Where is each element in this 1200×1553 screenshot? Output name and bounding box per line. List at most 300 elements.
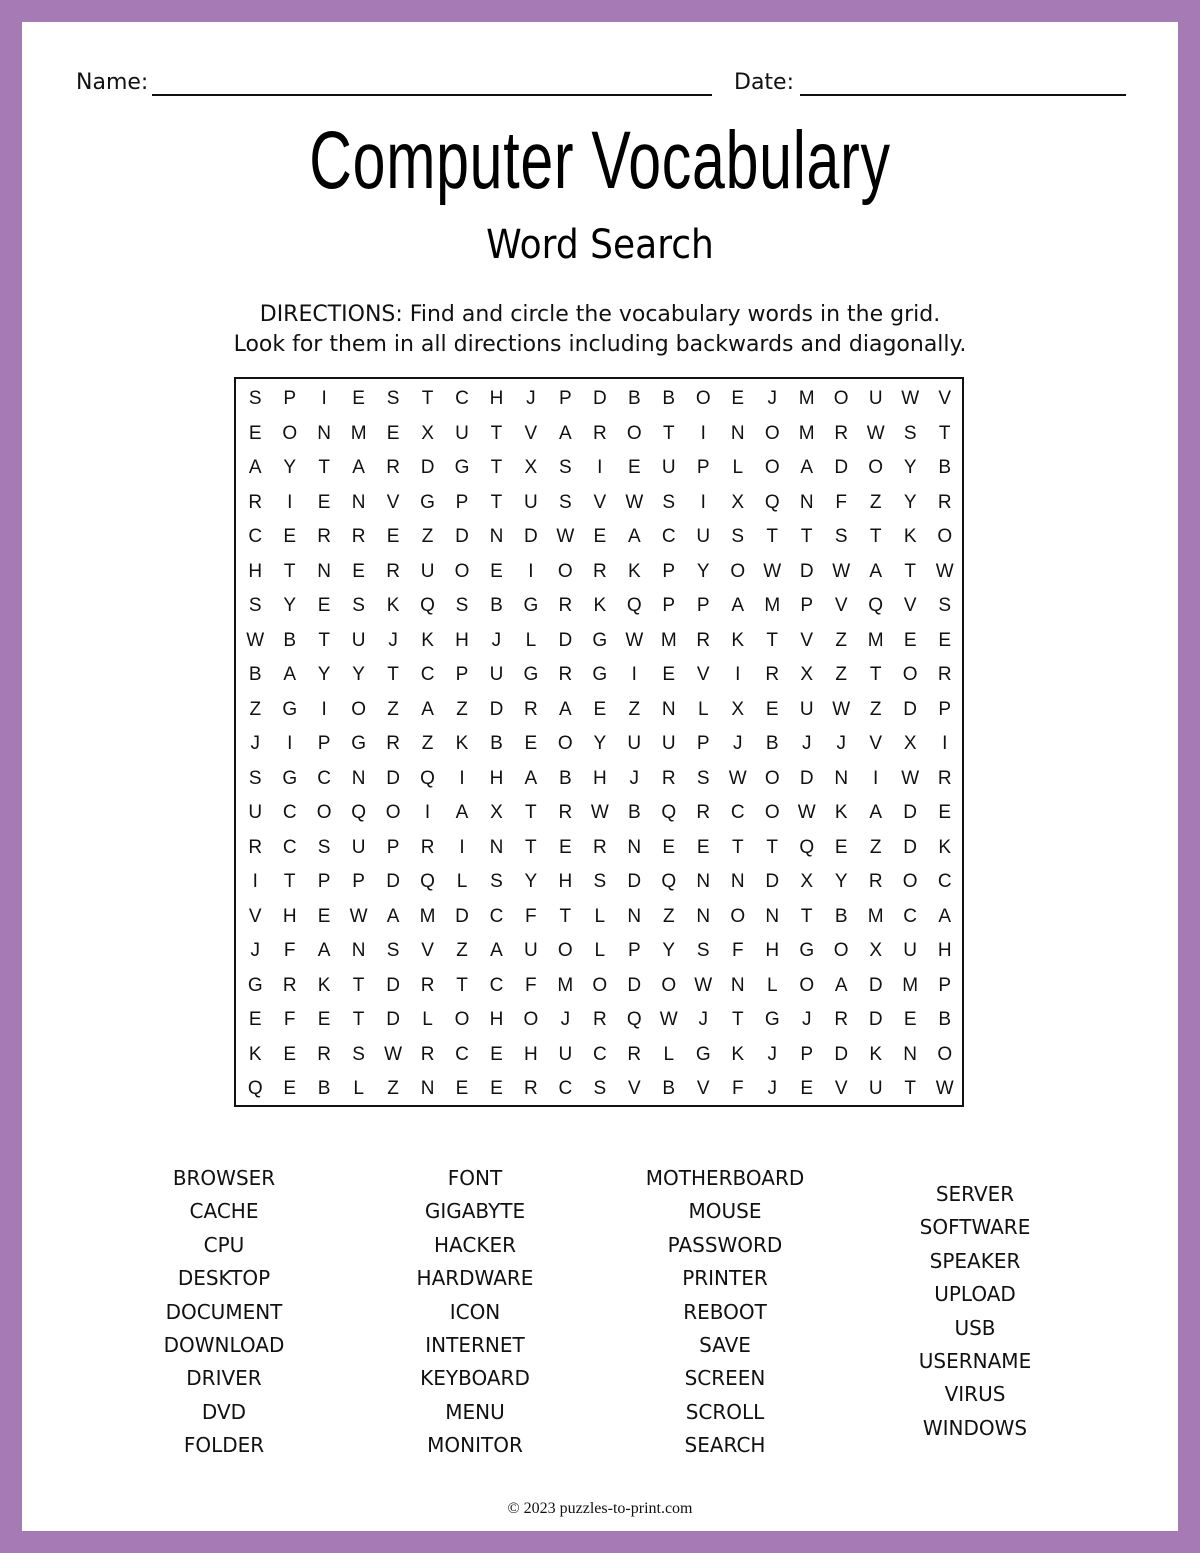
grid-letter[interactable]: X [800, 664, 814, 686]
grid-letter[interactable]: R [937, 767, 952, 789]
grid-letter[interactable]: H [523, 1043, 538, 1065]
grid-letter[interactable]: Y [662, 940, 676, 962]
grid-letter[interactable]: T [869, 664, 882, 686]
grid-letter[interactable]: T [421, 388, 434, 410]
grid-letter[interactable]: E [283, 1078, 297, 1100]
grid-letter[interactable]: W [625, 629, 644, 651]
grid-letter[interactable]: U [903, 940, 918, 962]
grid-letter[interactable]: K [731, 629, 745, 651]
grid-letter[interactable]: X [903, 733, 917, 755]
grid-letter[interactable]: I [252, 871, 258, 893]
grid-letter[interactable]: K [593, 595, 607, 617]
grid-letter[interactable]: C [730, 802, 745, 824]
grid-letter[interactable]: G [592, 629, 608, 651]
grid-letter[interactable]: L [353, 1078, 364, 1100]
grid-letter[interactable]: A [800, 457, 814, 479]
grid-letter[interactable]: L [663, 1043, 675, 1065]
grid-letter[interactable]: O [385, 802, 401, 824]
grid-letter[interactable]: W [797, 802, 816, 824]
grid-letter[interactable]: N [730, 871, 745, 893]
grid-letter[interactable]: B [490, 733, 503, 755]
grid-letter[interactable]: V [421, 940, 434, 962]
grid-letter[interactable]: T [490, 491, 503, 513]
grid-letter[interactable]: J [250, 733, 260, 755]
grid-letter[interactable]: N [834, 767, 849, 789]
grid-letter[interactable]: H [282, 905, 297, 927]
grid-letter[interactable]: R [351, 526, 366, 548]
grid-letter[interactable]: W [832, 560, 851, 582]
grid-letter[interactable]: X [731, 491, 745, 513]
grid-letter[interactable]: D [455, 526, 469, 548]
grid-letter[interactable]: W [246, 629, 265, 651]
grid-letter[interactable]: R [523, 698, 538, 720]
grid-letter[interactable]: R [420, 1043, 435, 1065]
grid-letter[interactable]: P [386, 836, 400, 858]
grid-letter[interactable]: H [937, 940, 952, 962]
grid-letter[interactable]: K [248, 1043, 262, 1065]
grid-letter[interactable]: V [593, 491, 607, 513]
grid-letter[interactable]: Z [835, 629, 847, 651]
grid-letter[interactable]: J [732, 733, 743, 755]
grid-letter[interactable]: N [489, 526, 504, 548]
grid-letter[interactable]: I [735, 664, 741, 686]
grid-letter[interactable]: W [728, 767, 747, 789]
grid-letter[interactable]: N [696, 905, 711, 927]
grid-letter[interactable]: Q [420, 767, 435, 789]
grid-letter[interactable]: P [800, 1043, 814, 1065]
grid-letter[interactable]: C [455, 388, 469, 410]
grid-letter[interactable]: J [767, 1043, 777, 1065]
grid-letter[interactable]: E [317, 1009, 331, 1031]
grid-letter[interactable]: V [386, 491, 400, 513]
grid-letter[interactable]: S [696, 940, 710, 962]
grid-letter[interactable]: N [627, 905, 642, 927]
grid-letter[interactable]: K [317, 974, 331, 996]
grid-letter[interactable]: U [420, 560, 435, 582]
grid-letter[interactable]: R [420, 836, 435, 858]
grid-letter[interactable]: S [386, 388, 400, 410]
grid-letter[interactable]: E [903, 1009, 917, 1031]
grid-letter[interactable]: Z [628, 698, 641, 720]
grid-letter[interactable]: K [938, 836, 952, 858]
grid-letter[interactable]: L [766, 974, 778, 996]
grid-letter[interactable]: C [937, 871, 952, 893]
grid-letter[interactable]: N [317, 422, 331, 444]
grid-letter[interactable]: I [631, 664, 637, 686]
grid-letter[interactable]: S [731, 526, 745, 548]
date-field[interactable] [800, 94, 1126, 96]
grid-letter[interactable]: O [764, 802, 780, 824]
grid-letter[interactable]: P [662, 560, 676, 582]
grid-letter[interactable]: N [627, 836, 642, 858]
grid-letter[interactable]: R [834, 1009, 849, 1031]
grid-letter[interactable]: G [351, 733, 366, 755]
grid-letter[interactable]: R [592, 560, 607, 582]
grid-letter[interactable]: P [938, 974, 952, 996]
grid-letter[interactable]: Q [420, 595, 435, 617]
grid-letter[interactable]: N [489, 836, 504, 858]
grid-letter[interactable]: Q [868, 595, 884, 617]
grid-letter[interactable]: M [867, 905, 884, 927]
grid-letter[interactable]: O [868, 457, 884, 479]
grid-letter[interactable]: T [800, 526, 813, 548]
grid-letter[interactable]: Z [249, 698, 262, 720]
grid-letter[interactable]: D [627, 871, 642, 893]
grid-letter[interactable]: L [732, 457, 744, 479]
grid-letter[interactable]: M [867, 629, 884, 651]
grid-letter[interactable]: P [455, 664, 469, 686]
grid-letter[interactable]: I [873, 767, 879, 789]
grid-letter[interactable]: T [559, 905, 572, 927]
grid-letter[interactable]: A [248, 457, 262, 479]
grid-letter[interactable]: G [523, 664, 539, 686]
grid-letter[interactable]: T [456, 974, 468, 996]
grid-letter[interactable]: I [424, 802, 431, 824]
grid-letter[interactable]: Z [869, 698, 882, 720]
grid-letter[interactable]: D [868, 974, 883, 996]
grid-letter[interactable]: V [938, 388, 952, 410]
grid-letter[interactable]: Z [387, 698, 399, 720]
grid-letter[interactable]: E [903, 629, 917, 651]
grid-letter[interactable]: K [386, 595, 400, 617]
grid-letter[interactable]: E [248, 422, 262, 444]
grid-letter[interactable]: V [248, 905, 262, 927]
grid-letter[interactable]: B [627, 388, 641, 410]
grid-letter[interactable]: Q [247, 1078, 263, 1100]
grid-letter[interactable]: R [592, 1009, 607, 1031]
grid-letter[interactable]: U [868, 388, 883, 410]
grid-letter[interactable]: V [869, 733, 883, 755]
grid-letter[interactable]: U [799, 698, 814, 720]
grid-letter[interactable]: M [419, 905, 436, 927]
grid-letter[interactable]: A [869, 802, 883, 824]
grid-letter[interactable]: A [455, 802, 469, 824]
grid-letter[interactable]: Q [626, 595, 642, 617]
grid-letter[interactable]: B [765, 733, 779, 755]
grid-letter[interactable]: M [764, 595, 781, 617]
grid-letter[interactable]: A [421, 698, 434, 720]
grid-letter[interactable]: R [868, 871, 883, 893]
grid-letter[interactable]: J [250, 940, 260, 962]
grid-letter[interactable]: E [352, 560, 365, 582]
grid-letter[interactable]: F [835, 491, 847, 513]
grid-letter[interactable]: P [283, 388, 297, 410]
grid-letter[interactable]: R [661, 767, 676, 789]
grid-letter[interactable]: T [662, 422, 675, 444]
grid-letter[interactable]: D [386, 1009, 400, 1031]
grid-letter[interactable]: C [558, 1078, 573, 1100]
grid-letter[interactable]: E [938, 629, 952, 651]
grid-letter[interactable]: V [627, 1078, 641, 1100]
grid-letter[interactable]: D [799, 560, 814, 582]
grid-letter[interactable]: N [351, 940, 366, 962]
grid-letter[interactable]: N [730, 422, 745, 444]
grid-letter[interactable]: T [352, 974, 365, 996]
grid-letter[interactable]: B [662, 388, 676, 410]
grid-letter[interactable]: T [904, 560, 916, 582]
grid-letter[interactable]: R [558, 664, 573, 686]
grid-letter[interactable]: O [557, 733, 573, 755]
grid-letter[interactable]: T [490, 457, 503, 479]
grid-letter[interactable]: U [523, 491, 538, 513]
grid-letter[interactable]: A [317, 940, 331, 962]
grid-letter[interactable]: J [767, 388, 777, 410]
grid-letter[interactable]: Z [662, 905, 675, 927]
grid-letter[interactable]: R [523, 1078, 538, 1100]
grid-letter[interactable]: Z [456, 698, 468, 720]
grid-letter[interactable]: F [731, 940, 744, 962]
grid-letter[interactable]: Y [524, 871, 538, 893]
grid-letter[interactable]: J [698, 1009, 708, 1031]
grid-letter[interactable]: D [386, 974, 400, 996]
grid-letter[interactable]: H [489, 767, 504, 789]
grid-letter[interactable]: G [282, 767, 298, 789]
grid-letter[interactable]: V [903, 595, 917, 617]
grid-letter[interactable]: P [627, 940, 641, 962]
grid-letter[interactable]: L [525, 629, 537, 651]
grid-letter[interactable]: P [800, 595, 814, 617]
grid-letter[interactable]: T [766, 526, 779, 548]
grid-letter[interactable]: Q [351, 802, 366, 824]
grid-letter[interactable]: R [696, 629, 711, 651]
grid-letter[interactable]: E [593, 526, 607, 548]
grid-letter[interactable]: L [697, 698, 709, 720]
grid-letter[interactable]: S [248, 767, 262, 789]
grid-letter[interactable]: M [798, 388, 815, 410]
grid-letter[interactable]: A [938, 905, 952, 927]
grid-letter[interactable]: V [696, 664, 710, 686]
grid-letter[interactable]: J [801, 1009, 812, 1031]
grid-letter[interactable]: U [696, 526, 711, 548]
grid-letter[interactable]: S [834, 526, 848, 548]
grid-letter[interactable]: G [695, 1043, 711, 1065]
grid-letter[interactable]: Q [799, 836, 815, 858]
grid-letter[interactable]: E [765, 698, 779, 720]
grid-letter[interactable]: R [420, 974, 435, 996]
grid-letter[interactable]: E [352, 388, 365, 410]
grid-letter[interactable]: T [731, 1009, 744, 1031]
grid-letter[interactable]: U [523, 940, 538, 962]
grid-letter[interactable]: G [764, 1009, 780, 1031]
grid-letter[interactable]: L [422, 1009, 433, 1031]
grid-letter[interactable]: V [834, 595, 848, 617]
grid-letter[interactable]: W [349, 905, 368, 927]
grid-letter[interactable]: B [938, 1009, 952, 1031]
grid-letter[interactable]: G [247, 974, 263, 996]
grid-letter[interactable]: R [386, 560, 400, 582]
grid-letter[interactable]: L [594, 940, 606, 962]
grid-letter[interactable]: M [902, 974, 919, 996]
grid-letter[interactable]: P [938, 698, 952, 720]
grid-letter[interactable]: O [695, 388, 711, 410]
grid-letter[interactable]: D [489, 698, 504, 720]
grid-letter[interactable]: O [799, 974, 815, 996]
grid-letter[interactable]: N [420, 1078, 435, 1100]
grid-letter[interactable]: T [283, 560, 296, 582]
grid-letter[interactable]: I [597, 457, 603, 479]
grid-letter[interactable]: S [903, 422, 917, 444]
grid-letter[interactable]: B [490, 595, 503, 617]
name-field[interactable] [152, 94, 712, 96]
grid-letter[interactable]: J [560, 1009, 571, 1031]
grid-letter[interactable]: V [696, 1078, 710, 1100]
grid-letter[interactable]: W [384, 1043, 403, 1065]
grid-letter[interactable]: N [351, 767, 366, 789]
grid-letter[interactable]: E [696, 836, 710, 858]
grid-letter[interactable]: L [456, 871, 468, 893]
grid-letter[interactable]: D [834, 457, 849, 479]
grid-letter[interactable]: R [627, 1043, 642, 1065]
grid-letter[interactable]: Z [869, 836, 882, 858]
grid-letter[interactable]: U [489, 664, 504, 686]
grid-letter[interactable]: G [454, 457, 470, 479]
grid-letter[interactable]: N [765, 905, 780, 927]
grid-letter[interactable]: K [834, 802, 848, 824]
grid-letter[interactable]: O [730, 560, 746, 582]
grid-letter[interactable]: W [694, 974, 713, 996]
grid-letter[interactable]: K [903, 526, 917, 548]
grid-letter[interactable]: C [282, 802, 297, 824]
grid-letter[interactable]: O [764, 422, 780, 444]
grid-letter[interactable]: Z [421, 733, 434, 755]
grid-letter[interactable]: D [386, 871, 400, 893]
grid-letter[interactable]: I [287, 733, 293, 755]
grid-letter[interactable]: R [282, 974, 297, 996]
grid-letter[interactable]: I [459, 836, 465, 858]
grid-letter[interactable]: T [525, 802, 537, 824]
grid-letter[interactable]: C [661, 526, 676, 548]
grid-letter[interactable]: S [352, 1043, 365, 1065]
grid-letter[interactable]: O [592, 974, 608, 996]
grid-letter[interactable]: P [352, 871, 365, 893]
grid-letter[interactable]: A [558, 422, 572, 444]
grid-letter[interactable]: E [490, 560, 503, 582]
grid-letter[interactable]: M [798, 422, 815, 444]
grid-letter[interactable]: B [317, 1078, 331, 1100]
grid-letter[interactable]: S [558, 457, 572, 479]
grid-letter[interactable]: Y [352, 664, 365, 686]
grid-letter[interactable]: S [455, 595, 469, 617]
grid-letter[interactable]: X [731, 698, 745, 720]
grid-letter[interactable]: O [937, 1043, 953, 1065]
grid-letter[interactable]: D [592, 388, 607, 410]
grid-letter[interactable]: H [489, 1009, 504, 1031]
grid-letter[interactable]: O [833, 940, 849, 962]
grid-letter[interactable]: T [283, 871, 296, 893]
grid-letter[interactable]: J [491, 629, 502, 651]
grid-letter[interactable]: A [283, 664, 297, 686]
grid-letter[interactable]: J [801, 733, 812, 755]
grid-letter[interactable]: C [317, 767, 331, 789]
grid-letter[interactable]: N [696, 871, 711, 893]
grid-letter[interactable]: E [490, 1043, 503, 1065]
grid-letter[interactable]: T [800, 905, 813, 927]
grid-letter[interactable]: M [660, 629, 677, 651]
grid-letter[interactable]: T [904, 1078, 916, 1100]
grid-letter[interactable]: P [317, 733, 331, 755]
grid-letter[interactable]: M [557, 974, 574, 996]
grid-letter[interactable]: K [627, 560, 641, 582]
grid-letter[interactable]: O [351, 698, 366, 720]
grid-letter[interactable]: K [731, 1043, 745, 1065]
grid-letter[interactable]: W [556, 526, 575, 548]
grid-letter[interactable]: R [386, 457, 400, 479]
grid-letter[interactable]: K [455, 733, 469, 755]
grid-letter[interactable]: G [420, 491, 435, 513]
grid-letter[interactable]: C [489, 905, 504, 927]
grid-letter[interactable]: C [592, 1043, 607, 1065]
grid-letter[interactable]: O [282, 422, 298, 444]
grid-letter[interactable]: D [386, 767, 400, 789]
grid-letter[interactable]: E [731, 388, 745, 410]
grid-letter[interactable]: D [834, 1043, 849, 1065]
grid-letter[interactable]: O [661, 974, 677, 996]
grid-letter[interactable]: X [800, 871, 814, 893]
grid-letter[interactable]: W [901, 767, 920, 789]
grid-letter[interactable]: W [659, 1009, 678, 1031]
grid-letter[interactable]: O [557, 940, 573, 962]
grid-letter[interactable]: S [558, 491, 572, 513]
grid-letter[interactable]: J [388, 629, 398, 651]
grid-letter[interactable]: I [321, 388, 327, 410]
grid-letter[interactable]: K [421, 629, 434, 651]
grid-letter[interactable]: I [321, 698, 327, 720]
grid-letter[interactable]: W [625, 491, 644, 513]
grid-letter[interactable]: T [766, 629, 779, 651]
grid-letter[interactable]: E [317, 491, 331, 513]
grid-letter[interactable]: H [558, 871, 573, 893]
grid-letter[interactable]: E [627, 457, 641, 479]
grid-letter[interactable]: E [386, 422, 400, 444]
grid-letter[interactable]: X [421, 422, 434, 444]
grid-letter[interactable]: D [523, 526, 538, 548]
grid-letter[interactable]: R [558, 802, 573, 824]
grid-letter[interactable]: D [765, 871, 780, 893]
grid-letter[interactable]: X [490, 802, 503, 824]
grid-letter[interactable]: F [283, 940, 296, 962]
grid-letter[interactable]: D [903, 836, 918, 858]
grid-letter[interactable]: F [731, 1078, 744, 1100]
grid-letter[interactable]: Q [661, 802, 677, 824]
grid-letter[interactable]: I [287, 491, 293, 513]
grid-letter[interactable]: B [627, 802, 641, 824]
grid-letter[interactable]: S [490, 871, 503, 893]
grid-letter[interactable]: N [661, 698, 676, 720]
grid-letter[interactable]: D [868, 1009, 883, 1031]
grid-letter[interactable]: B [938, 457, 952, 479]
grid-letter[interactable]: S [317, 836, 331, 858]
grid-letter[interactable]: T [525, 836, 537, 858]
grid-letter[interactable]: A [558, 698, 572, 720]
grid-letter[interactable]: E [248, 1009, 262, 1031]
grid-letter[interactable]: U [248, 802, 263, 824]
grid-letter[interactable]: D [558, 629, 573, 651]
grid-letter[interactable]: K [869, 1043, 883, 1065]
grid-letter[interactable]: I [942, 733, 948, 755]
grid-letter[interactable]: O [454, 1009, 470, 1031]
grid-letter[interactable]: E [317, 905, 331, 927]
grid-letter[interactable]: C [455, 1043, 469, 1065]
grid-letter[interactable]: T [731, 836, 744, 858]
grid-letter[interactable]: T [869, 526, 882, 548]
grid-letter[interactable]: O [730, 905, 746, 927]
grid-letter[interactable]: H [592, 767, 607, 789]
grid-letter[interactable]: U [868, 1078, 883, 1100]
grid-letter[interactable]: R [592, 836, 607, 858]
grid-letter[interactable]: U [351, 836, 366, 858]
grid-letter[interactable]: G [799, 940, 815, 962]
grid-letter[interactable]: X [524, 457, 538, 479]
